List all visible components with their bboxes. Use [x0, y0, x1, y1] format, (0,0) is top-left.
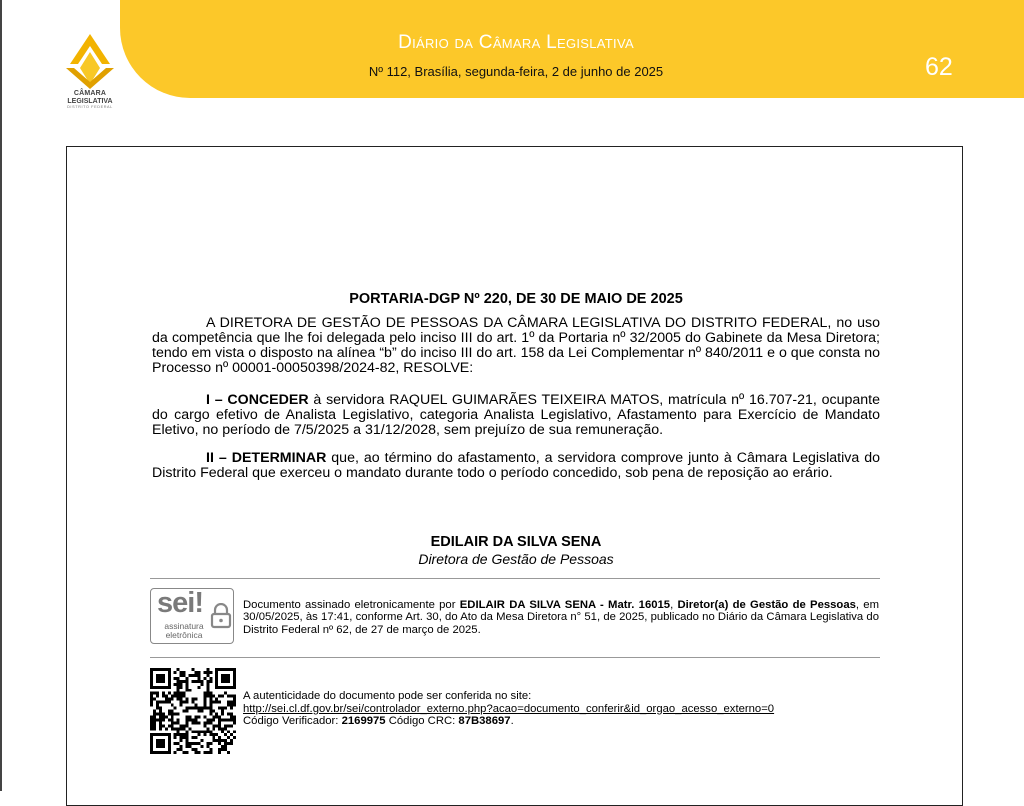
signer-role: Diretora de Gestão de Pessoas: [418, 551, 614, 567]
page-number: 62: [925, 53, 953, 81]
issue-info: Nº 112, Brasília, segunda-feira, 2 de junho de 2025: [368, 64, 664, 79]
item2-label: II – DETERMINAR: [206, 450, 327, 466]
document-title: PORTARIA-DGP Nº 220, DE 30 DE MAIO DE 2025: [349, 291, 683, 307]
logo-line3: DISTRITO FEDERAL: [67, 105, 113, 109]
signature-signer: EDILAIR DA SILVA SENA - Matr. 16015: [459, 599, 671, 611]
sei-logo-sub2: eletrônica: [165, 630, 203, 640]
verification-link[interactable]: http://sei.cl.df.gov.br/sei/controlador_externo.php?acao=documento_conferir&id_orgao_acesso_externo=0: [243, 702, 775, 715]
item1-text: à servidora RAQUEL GUIMARÃES TEIXEIRA MATOS, matrícula nº 16.707-21, ocupante do cargo efetivo de Analista Legislativo, categoria Analista Legislativo, Afastamento para Exercício de Mandato Eletivo, no período de 7/5/2025 a 31/12/2028, sem prejuízo de sua remuneração.: [152, 392, 881, 438]
divider-top: [150, 578, 880, 579]
signature-text-part2: ,: [670, 599, 678, 611]
divider-bottom: [150, 657, 880, 658]
crc-label: Código CRC:: [385, 715, 459, 727]
item1-label: I – CONCEDER: [206, 392, 309, 408]
verification-codes: [243, 715, 883, 728]
authenticity-block: [243, 690, 883, 728]
item2-paragraph: [152, 451, 880, 481]
preamble-paragraph: [152, 316, 880, 376]
sei-logo-word: sei!: [157, 587, 203, 619]
crc-code: 87B38697: [458, 715, 511, 727]
signature-text-part1: Documento assinado eletronicamente por: [243, 599, 460, 611]
item2-text: que, ao término do afastamento, a servidora comprove junto à Câmara Legislativa do Distrito Federal que exerceu o mandato durante todo o período concedido, sob pena de reposição ao erário.: [152, 450, 880, 481]
authenticity-line: A autenticidade do documento pode ser conferida no site:: [243, 690, 532, 702]
sei-logo-sub1: assinatura: [164, 621, 204, 631]
journal-title: Diário da Câmara Legislativa: [398, 32, 634, 53]
signature-role: Diretor(a) de Gestão de Pessoas: [677, 599, 856, 611]
logo-line2: LEGISLATIVA: [67, 98, 113, 105]
left-page-edge: [0, 0, 2, 791]
lock-icon: [209, 603, 233, 629]
codes-end: .: [510, 715, 514, 727]
sei-signature-logo: [150, 588, 234, 644]
verifier-code: 2169975: [341, 715, 386, 727]
signer-name: EDILAIR DA SILVA SENA: [430, 534, 602, 550]
qr-code: [150, 668, 236, 754]
preamble-text: A DIRETORA DE GESTÃO DE PESSOAS DA CÂMARA LEGISLATIVA DO DISTRITO FEDERAL, no uso da competência que lhe foi delegada pelo inciso III do art. 1º da Portaria nº 32/2005 do Gabinete da Mesa Diretora; tendo em vista o disposto na alínea “b” do inciso III do art. 158 da Lei Complementar nº 840/2011 e o que consta no Processo nº 00001-00050398/2024-82, RESOLVE:: [152, 315, 880, 376]
verifier-label: Código Verificador:: [243, 715, 342, 727]
signature-text-part3: , em 30/05/2025, às 17:41, conforme Art. 30, do Ato da Mesa Diretora n° 51, de 2025, publicado no Diário da Câmara Legislativa do Distrito Federal nº 62, de 27 de março de 2025.: [243, 599, 879, 636]
item1-paragraph: [152, 393, 880, 438]
electronic-signature-text: [243, 599, 879, 636]
camara-logo-icon: [58, 34, 122, 90]
logo-line1: CÂMARA: [73, 90, 107, 97]
camara-logo: [58, 34, 122, 120]
